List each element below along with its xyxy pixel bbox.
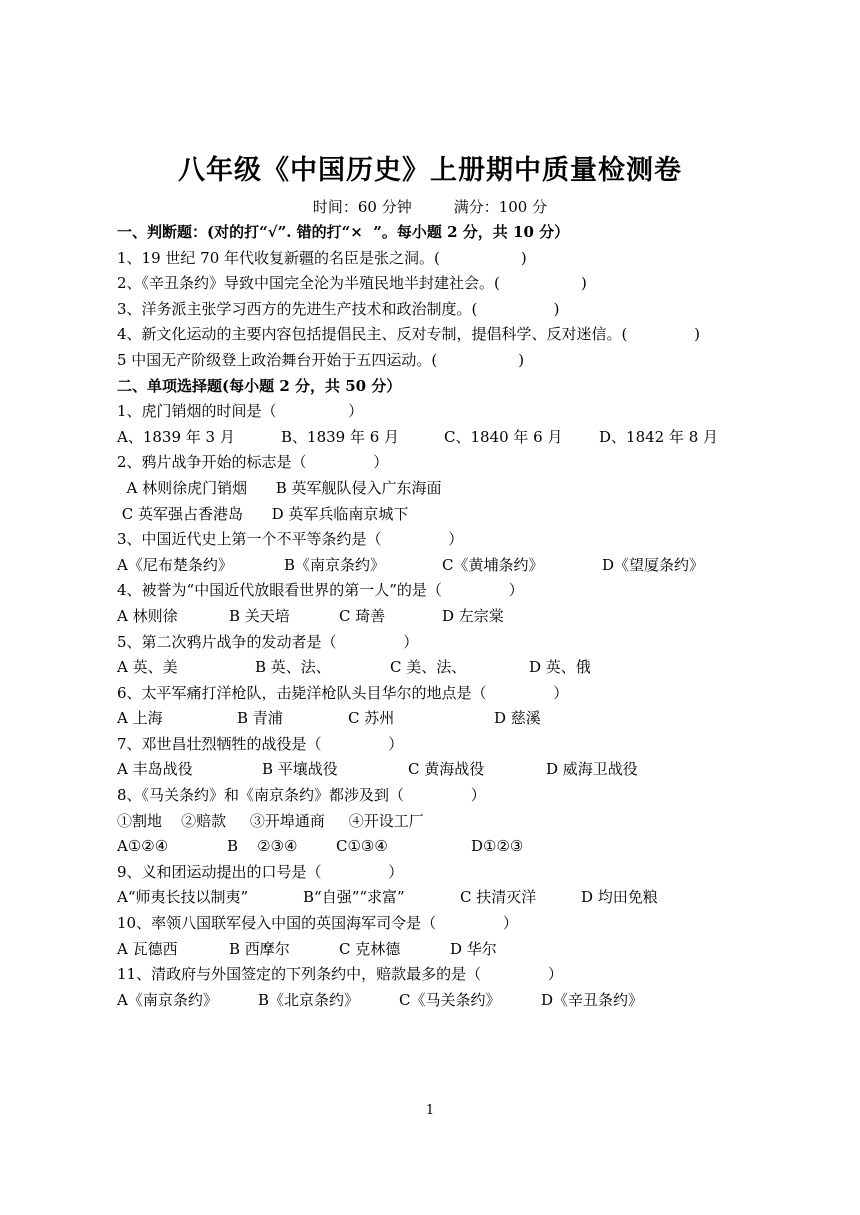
question-stem: 6、太平军痛打洋枪队，击毙洋枪队头目华尔的地点是（ ） [117,683,569,702]
option-d: D 均田免粮 [581,888,658,907]
option-d: D①②③ [471,837,524,856]
question-options [117,655,817,681]
option-c: C①③④ [336,837,388,856]
exam-body [117,220,817,1013]
option-b: B 英、法、 [255,658,331,677]
option-d: D《望厦条约》 [602,555,705,574]
judgment-item: 1、19 世纪 70 年代收复新疆的名臣是张之洞。( ) [117,248,527,267]
option-c: C 琦善 [339,606,386,625]
option-a: A《南京条约》 [117,990,218,1009]
question-options [117,937,817,963]
judgment-item: 2、《辛丑条约》导致中国完全沦为半殖民地半封建社会。( ) [117,274,587,293]
question-stem: 1、虎门销烟的时间是（ ） [117,402,364,421]
option-d: D、1842 年 8 月 [599,427,719,446]
option-c: C《黄埔条约》 [442,555,544,574]
option-c: C 黄海战役 [408,760,485,779]
page-number: 1 [425,1103,435,1118]
option-d: D 英、俄 [529,658,591,677]
option-a: A“师夷长技以制夷” [117,888,249,907]
option-d: D 左宗棠 [442,606,504,625]
option-d: D 华尔 [450,939,497,958]
option-b: B ②③④ [227,837,298,856]
question-options: A 林则徐虎门销烟 B 英军舰队侵入广东海面 [117,478,442,497]
question-stem: 4、被誉为“中国近代放眼看世界的第一人”的是（ ） [117,581,524,600]
question-stem: 5、第二次鸦片战争的发动者是（ ） [117,632,419,651]
question-stem: 9、义和团运动提出的口号是（ ） [117,862,404,881]
option-b: B 关天培 [229,606,290,625]
option-b: B 平壤战役 [262,760,338,779]
option-b: B“自强”“求富” [303,888,405,907]
option-a: A《尼布楚条约》 [117,555,233,574]
option-a: A 林则徐 [117,606,178,625]
option-b: B 西摩尔 [229,939,290,958]
question-stem: 10、率领八国联军侵入中国的英国海军司令是（ ） [117,914,518,933]
option-a: A①②④ [117,837,169,856]
question-options [117,425,817,451]
option-c: C 扶清灭洋 [460,888,537,907]
question-options: C 英军强占香港岛 D 英军兵临南京城下 [117,504,409,523]
question-substatements: ①割地 ②赔款 ③开埠通商 ④开设工厂 [117,811,424,830]
question-stem: 7、邓世昌壮烈牺牲的战役是（ ） [117,734,404,753]
question-stem: 8、《马关条约》和《南京条约》都涉及到（ ） [117,786,486,805]
option-a: A 上海 [117,709,163,728]
option-b: B 青浦 [237,709,283,728]
option-d: D 威海卫战役 [546,760,638,779]
exam-time: 时间：60 分钟 [312,198,412,216]
option-a: A、1839 年 3 月 [117,427,235,446]
question-options [117,553,817,579]
option-c: C 苏州 [348,709,395,728]
option-c: C、1840 年 6 月 [444,427,563,446]
section-heading-judgment: 一、判断题：(对的打“√”. 错的打“× ”。每小题 2 分，共 10 分） [117,223,570,241]
option-c: C 美、法、 [390,658,467,677]
question-options [117,604,817,630]
question-stem: 3、中国近代史上第一个不平等条约是（ ） [117,530,464,549]
option-b: B《南京条约》 [284,555,386,574]
option-d: D《辛丑条约》 [541,990,644,1009]
option-b: B、1839 年 6 月 [281,427,400,446]
question-options [117,988,817,1014]
exam-info [0,196,860,217]
option-a: A 丰岛战役 [117,760,193,779]
option-b: B《北京条约》 [258,990,360,1009]
question-options [117,757,817,783]
question-stem: 11、清政府与外国签定的下列条约中，赔款最多的是（ ） [117,965,563,984]
exam-score: 满分：100 分 [453,198,548,216]
option-c: C《马关条约》 [399,990,501,1009]
option-c: C 克林德 [339,939,401,958]
question-stem: 2、鸦片战争开始的标志是（ ） [117,453,389,472]
judgment-item: 3、洋务派主张学习西方的先进生产技术和政治制度。( ) [117,299,560,318]
question-options [117,706,817,732]
option-d: D 慈溪 [494,709,541,728]
option-a: A 瓦德西 [117,939,178,958]
page-title: 八年级《中国历史》上册期中质量检测卷 [178,155,682,186]
judgment-item: 4、新文化运动的主要内容包括提倡民主、反对专制，提倡科学、反对迷信。( ) [117,325,701,344]
judgment-item: 5 中国无产阶级登上政治舞台开始于五四运动。( ) [117,350,525,369]
question-options [117,834,817,860]
section-heading-choice: 二、单项选择题(每小题 2 分，共 50 分） [117,376,402,395]
question-options [117,885,817,911]
option-a: A 英、美 [117,658,178,677]
